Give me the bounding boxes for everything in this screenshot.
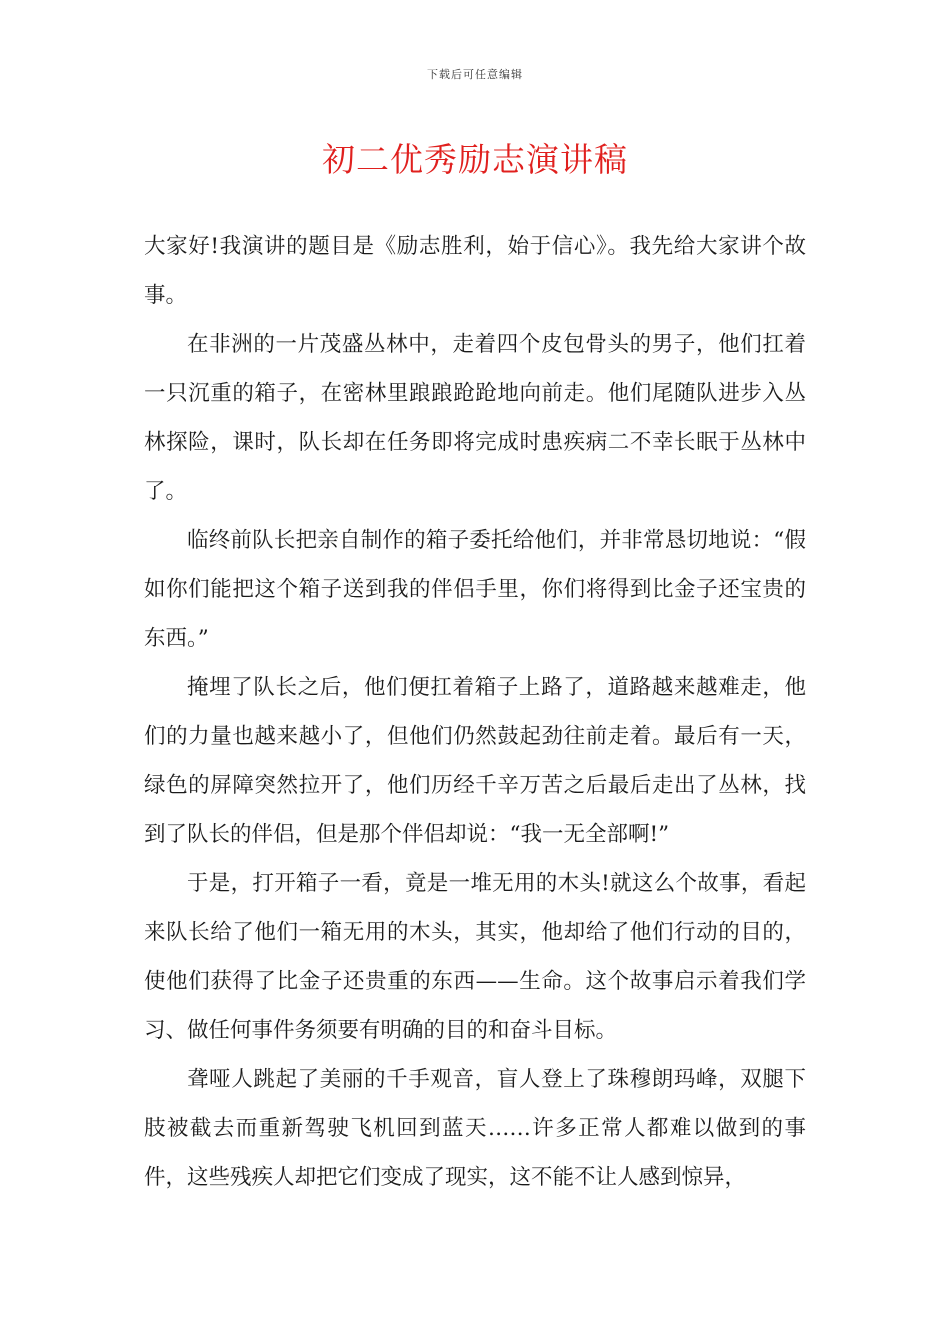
- document-title: 初二优秀励志演讲稿: [322, 140, 628, 179]
- header-note: 下载后可任意编辑: [427, 68, 523, 81]
- paragraph-greeting: 大家好!我演讲的题目是《励志胜利，始于信心》。我先给大家讲个故事。: [144, 234, 806, 308]
- paragraph-journey: 掩埋了队长之后，他们便扛着箱子上路了，道路越来越难走，他们的力量也越来越小了，但他们仍然鼓起劲往前走着。最后有一天，绿色的屏障突然拉开了，他们历经千辛万苦之后最后走出了丛林，找到了队长的伴侣，但是那个伴侣却说：“我一无全部啊!”: [144, 675, 806, 847]
- document-body: [144, 222, 806, 1202]
- paragraph-captain-request: 临终前队长把亲自制作的箱子委托给他们，并非常恳切地说：“假如你们能把这个箱子送到我的伴侣手里，你们将得到比金子还宝贵的东西。”: [144, 528, 806, 651]
- paragraph-story-intro: 在非洲的一片茂盛丛林中，走着四个皮包骨头的男子，他们扛着一只沉重的箱子，在密林里踉踉跄跄地向前走。他们尾随队进步入丛林探险，课时，队长却在任务即将完成时患疾病二不幸长眠于丛林中了。: [144, 332, 806, 504]
- paragraph-disabled-achievements: 聋哑人跳起了美丽的千手观音，盲人登上了珠穆朗玛峰，双腿下肢被截去而重新驾驶飞机回到蓝天……许多正常人都难以做到的事件，这些残疾人却把它们变成了现实，这不能不让人感到惊异，: [144, 1067, 806, 1190]
- paragraph-revelation: 于是，打开箱子一看，竟是一堆无用的木头!就这么个故事，看起来队长给了他们一箱无用的木头，其实，他却给了他们行动的目的，使他们获得了比金子还贵重的东西——生命。这个故事启示着我们学习、做任何事件务须要有明确的目的和奋斗目标。: [144, 871, 806, 1043]
